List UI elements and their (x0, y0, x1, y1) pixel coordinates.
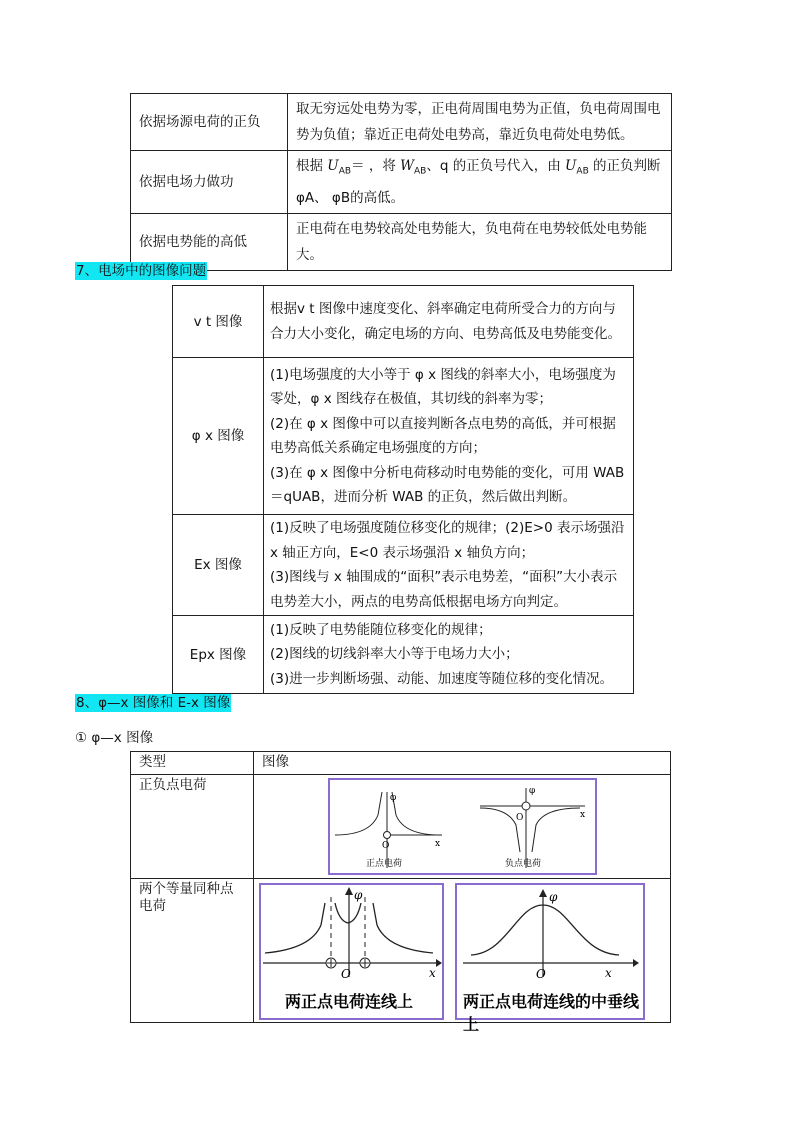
x-label: x (435, 839, 441, 849)
table-row (173, 286, 634, 358)
row-label: 依据电势能的高低 (131, 213, 288, 270)
caption-negative: 负点电荷 (505, 859, 542, 869)
x-label: x (605, 966, 612, 980)
potential-curve (265, 903, 325, 953)
x-arrow-icon (633, 959, 639, 967)
point-charge-graphs (330, 780, 595, 873)
phi-label: φ (529, 786, 536, 796)
row-label: 依据电场力做功 (131, 151, 288, 214)
header-type: 类型 (131, 752, 254, 775)
header-graph: 图像 (254, 752, 671, 775)
row-label: v t 图像 (173, 286, 264, 358)
point-charge-figure (328, 778, 597, 875)
x-label: x (580, 810, 586, 820)
table-row (131, 213, 672, 270)
potential-judgement-table (130, 93, 672, 271)
potential-curve (480, 808, 520, 852)
phi-label: φ (354, 888, 363, 902)
row-text: 根据v t 图像中速度变化、斜率确定电荷所受合力的方向与合力大小变化，确定电场的方向、电势高低及电势能变化。 (264, 286, 634, 358)
potential-curve (532, 808, 580, 852)
table-header-row (131, 752, 671, 775)
x-label: x (429, 966, 436, 980)
subheading: ① φ—x 图像 (75, 730, 154, 746)
row-type: 两个等量同种点电荷 (131, 879, 254, 1023)
origin-label: O (536, 967, 546, 981)
phi-label: φ (390, 793, 397, 803)
row-text: 取无穷远处电势为零，正电荷周围电势为正值，负电荷周围电势为负值；靠近正电荷处电势高，靠近负电荷处电势低。 (288, 94, 672, 151)
row-text: 根据 $U_{AB}=$ ，将 $W_{AB}$、q 的正负号代入，由 $U_{AB}$ 的正负判断 φA、 φB的高低。 (288, 151, 672, 214)
table-row (131, 94, 672, 151)
table-row (173, 515, 634, 616)
row-text: (1)反映了电势能随位移变化的规律； (2)图线的切线斜率大小等于电场力大小； (3)进一步判断场强、动能、加速度等随位移的变化情况。 (264, 616, 634, 694)
two-charges-bisector-figure (455, 883, 645, 1034)
potential-curve (335, 903, 361, 923)
potential-curve (471, 905, 619, 955)
section-heading-8: 8、φ—x 图像和 E-x 图像 (76, 695, 231, 711)
origin-label: O (382, 841, 390, 851)
table-row (131, 151, 672, 214)
potential-curve (335, 792, 382, 835)
positive-charge-icon (384, 832, 391, 839)
origin-label: O (516, 813, 524, 823)
row-label: Ex 图像 (173, 515, 264, 616)
row-text: 正电荷在电势较高处电势能大，负电荷在电势较低处电势能大。 (288, 213, 672, 270)
field-graph-table (172, 285, 634, 694)
potential-curve (373, 903, 433, 953)
caption-positive: 正点电荷 (366, 859, 403, 869)
caption-bisector: 两正点电荷连线的中垂线上 (463, 992, 640, 1034)
potential-curve (392, 792, 440, 835)
row-label: φ x 图像 (173, 358, 264, 515)
negative-charge-icon (522, 802, 530, 810)
origin-label: O (341, 967, 351, 981)
x-arrow-icon (436, 959, 442, 967)
section-heading-7: 7、电场中的图像问题 (76, 263, 207, 279)
row-text: (1)电场强度的大小等于 φ x 图线的斜率大小，电场强度为零处，φ x 图线存在极值，其切线的斜率为零； (2)在 φ x 图像中可以直接判断各点电势的高低，并可根据电势高低关系确定电场强度的方向； (3)在 φ x 图像中分析电荷移动时电势能的变化，可用 WAB＝qUAB，进而分析 WAB 的正负，然后做出判断。 (264, 358, 634, 515)
row-label: 依据场源电荷的正负 (131, 94, 288, 151)
phi-arrow-icon (539, 889, 547, 897)
phi-arrow-icon (345, 887, 353, 895)
two-charges-line-figure (259, 883, 444, 1020)
row-text: (1)反映了电场强度随位移变化的规律；(2)E>0 表示场强沿 x 轴正方向，E<0 表示场强沿 x 轴负方向； (3)图线与 x 轴围成的“面积”表示电势差，“面积”大小表示电势差大小，两点的电势高低根据电场方向判定。 (264, 515, 634, 616)
phi-label: φ (549, 890, 558, 904)
caption-connecting-line: 两正点电荷连线上 (285, 992, 414, 1011)
row-type: 正负点电荷 (131, 775, 254, 879)
table-row (173, 616, 634, 694)
table-row (173, 358, 634, 515)
row-label: Epx 图像 (173, 616, 264, 694)
